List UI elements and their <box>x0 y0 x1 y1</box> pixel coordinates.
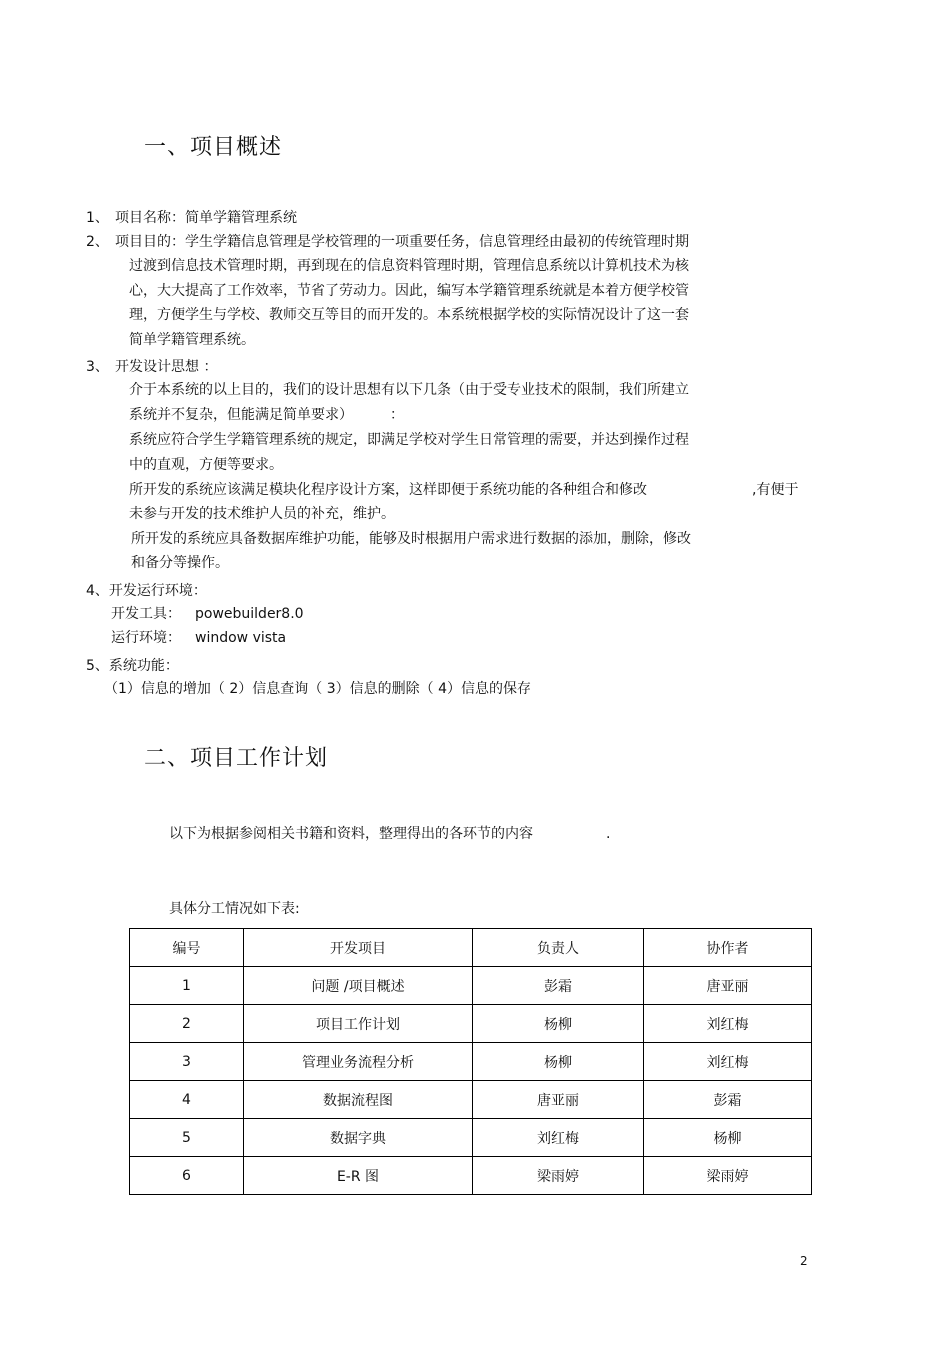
table-row <box>130 967 812 1005</box>
item-5-functions: （1）信息的增加（ 2）信息查询（ 3）信息的删除（ 4）信息的保存 <box>104 681 531 697</box>
item-3-line-1: 介于本系统的以上目的，我们的设计思想有以下几条（由于受专业技术的限制，我们所建立 <box>129 382 689 398</box>
cell-item: 数据流程图 <box>244 1081 473 1119</box>
table-row <box>130 1043 812 1081</box>
cell-collaborator: 杨柳 <box>644 1119 812 1157</box>
table-row <box>130 1119 812 1157</box>
dev-tool-label: 开发工具： <box>111 606 181 622</box>
cell-number: 5 <box>130 1119 244 1157</box>
cell-number: 3 <box>130 1043 244 1081</box>
item-2-line-3: 心，大大提高了工作效率，节省了劳动力。因此，编写本学籍管理系统就是本着方便学校管 <box>129 283 689 299</box>
section-2-intro-dot: . <box>606 826 611 842</box>
cell-number: 6 <box>130 1157 244 1195</box>
cell-collaborator: 刘红梅 <box>644 1043 812 1081</box>
item-3-line-6: 未参与开发的技术维护人员的补充，维护。 <box>129 506 395 522</box>
cell-owner: 梁雨婷 <box>473 1157 644 1195</box>
cell-owner: 刘红梅 <box>473 1119 644 1157</box>
cell-owner: 唐亚丽 <box>473 1081 644 1119</box>
dev-tool-value: powebuilder8.0 <box>195 606 304 622</box>
page-number: 2 <box>800 1254 808 1268</box>
table-row <box>130 1005 812 1043</box>
cell-number: 4 <box>130 1081 244 1119</box>
table-row <box>130 1157 812 1195</box>
item-2-line-1: 项目目的：学生学籍信息管理是学校管理的一项重要任务，信息管理经由最初的传统管理时期 <box>115 234 689 250</box>
work-assignment-table <box>129 928 812 1195</box>
cell-owner: 杨柳 <box>473 1005 644 1043</box>
item-2-number: 2、 <box>86 234 109 250</box>
item-3-line-3: 系统应符合学生学籍管理系统的规定，即满足学校对学生日常管理的需要，并达到操作过程 <box>129 432 689 448</box>
table-row <box>130 1081 812 1119</box>
item-1-text: 项目名称：简单学籍管理系统 <box>115 210 297 226</box>
item-2-line-4: 理，方便学生与学校、教师交互等目的而开发的。本系统根据学校的实际情况设计了这一套 <box>129 307 689 323</box>
item-3-line-2: 系统并不复杂，但能满足简单要求） <box>129 407 353 423</box>
item-3-title: 开发设计思想 ： <box>115 359 218 375</box>
header-item: 开发项目 <box>244 929 473 967</box>
item-3-line-4: 中的直观，方便等要求。 <box>129 457 283 473</box>
cell-item: 问题 /项目概述 <box>244 967 473 1005</box>
run-env-value: window vista <box>195 630 287 646</box>
cell-owner: 杨柳 <box>473 1043 644 1081</box>
cell-collaborator: 彭霜 <box>644 1081 812 1119</box>
cell-collaborator: 梁雨婷 <box>644 1157 812 1195</box>
run-env-label: 运行环境： <box>111 630 181 646</box>
cell-item: E-R 图 <box>244 1157 473 1195</box>
cell-number: 2 <box>130 1005 244 1043</box>
item-1-number: 1、 <box>86 210 109 226</box>
item-4-title: 4、开发运行环境： <box>86 583 207 599</box>
item-2-line-5: 简单学籍管理系统。 <box>129 332 255 348</box>
section-2-intro: 以下为根据参阅相关书籍和资料，整理得出的各环节的内容 <box>169 826 533 842</box>
header-collaborator: 协作者 <box>644 929 812 967</box>
cell-item: 项目工作计划 <box>244 1005 473 1043</box>
section-1-title: 一、项目概述 <box>144 135 283 160</box>
header-owner: 负责人 <box>473 929 644 967</box>
item-3-line-2-colon: ： <box>390 407 404 423</box>
header-number: 编号 <box>130 929 244 967</box>
item-5-title: 5、系统功能： <box>86 658 179 674</box>
cell-number: 1 <box>130 967 244 1005</box>
item-3-line-7: 所开发的系统应具备数据库维护功能，能够及时根据用户需求进行数据的添加，删除，修改 <box>131 531 691 547</box>
table-header-row <box>130 929 812 967</box>
cell-item: 管理业务流程分析 <box>244 1043 473 1081</box>
cell-collaborator: 唐亚丽 <box>644 967 812 1005</box>
item-2-line-2: 过渡到信息技术管理时期，再到现在的信息资料管理时期，管理信息系统以计算机技术为核 <box>129 258 689 274</box>
item-3-line-5-tail: ,有便于 <box>752 482 799 498</box>
section-2-title: 二、项目工作计划 <box>144 746 329 771</box>
cell-owner: 彭霜 <box>473 967 644 1005</box>
cell-item: 数据字典 <box>244 1119 473 1157</box>
item-3-number: 3、 <box>86 359 109 375</box>
table-caption: 具体分工情况如下表: <box>169 901 300 917</box>
item-3-line-5: 所开发的系统应该满足模块化程序设计方案，这样即便于系统功能的各种组合和修改 <box>129 482 647 498</box>
cell-collaborator: 刘红梅 <box>644 1005 812 1043</box>
item-3-line-8: 和备分等操作。 <box>131 555 229 571</box>
